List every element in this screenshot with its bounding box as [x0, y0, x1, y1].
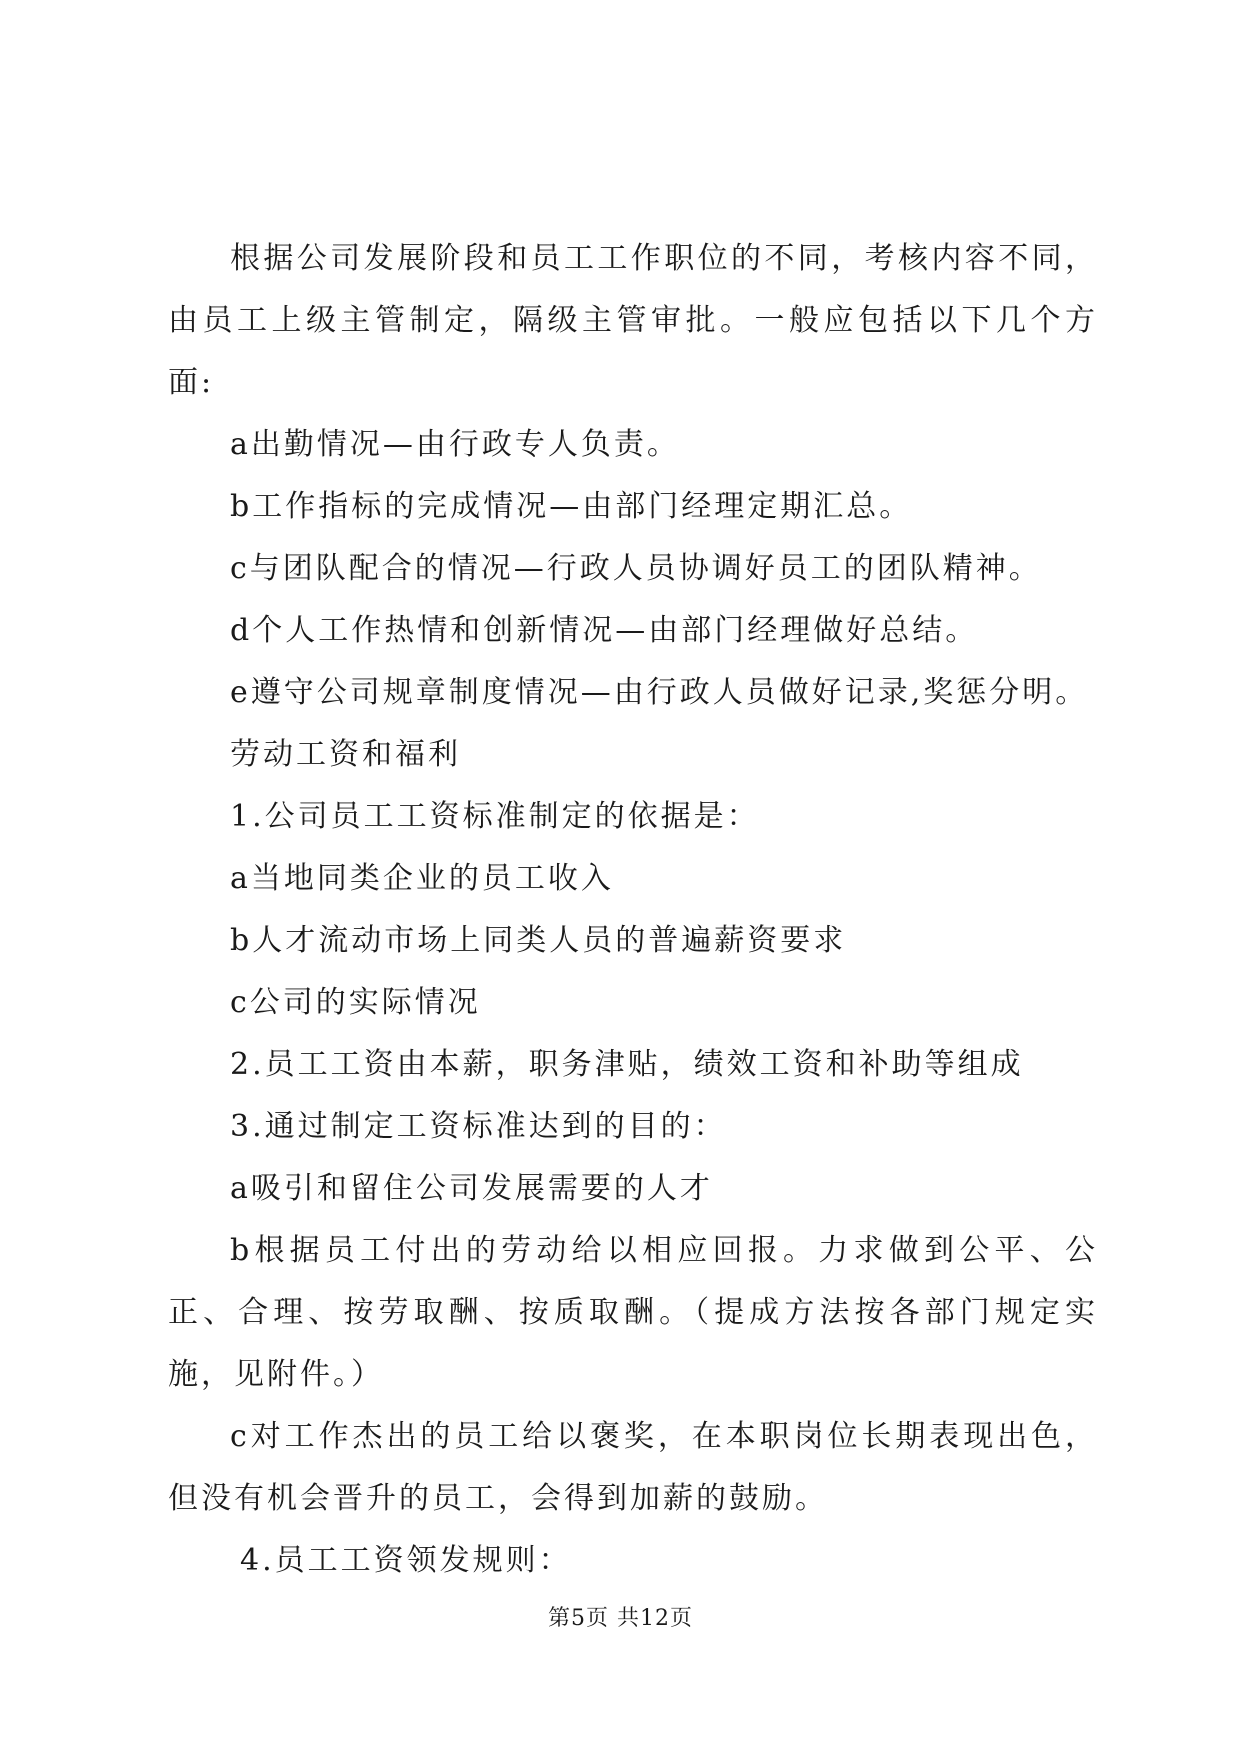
paragraph-basis-a: a当地同类企业的员工收入: [230, 861, 614, 896]
paragraph-basis-b: b人才流动市场上同类人员的普遍薪资要求: [230, 923, 847, 958]
paragraph-wage-rules: 4.员工工资领发规则：: [240, 1543, 572, 1578]
paragraph-item-a-attendance: a出勤情况—由行政专人负责。: [230, 427, 680, 462]
section-heading-wages-benefits: 劳动工资和福利: [230, 737, 461, 772]
paragraph-goal-a: a吸引和留住公司发展需要的人才: [230, 1171, 713, 1206]
paragraph-item-b-targets: b工作指标的完成情况—由部门经理定期汇总。: [230, 489, 913, 524]
paragraph-basis-c: c公司的实际情况: [230, 985, 481, 1020]
document-body: [168, 228, 1098, 1592]
paragraph-wage-composition: 2.员工工资由本薪，职务津贴，绩效工资和补助等组成: [230, 1047, 1024, 1082]
paragraph-wage-goals: 3.通过制定工资标准达到的目的：: [230, 1109, 727, 1144]
paragraph-intro: 根据公司发展阶段和员工工作职位的不同，考核内容不同，由员工上级主管制定，隔级主管审批。一般应包括以下几个方面:: [168, 241, 1098, 400]
paragraph-goal-b: b根据员工付出的劳动给以相应回报。力求做到公平、公正、合理、按劳取酬、按质取酬。（提成方法按各部门规定实施，见附件。）: [168, 1233, 1098, 1392]
paragraph-item-e-rules: e遵守公司规章制度情况—由行政人员做好记录,奖惩分明。: [230, 675, 1089, 710]
paragraph-item-c-teamwork: c与团队配合的情况—行政人员协调好员工的团队精神。: [230, 551, 1042, 586]
paragraph-wage-basis: 1.公司员工工资标准制定的依据是：: [230, 799, 760, 834]
paragraph-goal-c: c对工作杰出的员工给以褒奖，在本职岗位长期表现出色，但没有机会晋升的员工，会得到加薪的鼓励。: [168, 1419, 1098, 1516]
page-number-footer: 第5页 共12页: [548, 1606, 693, 1631]
paragraph-item-d-enthusiasm: d个人工作热情和创新情况—由部门经理做好总结。: [230, 613, 979, 648]
